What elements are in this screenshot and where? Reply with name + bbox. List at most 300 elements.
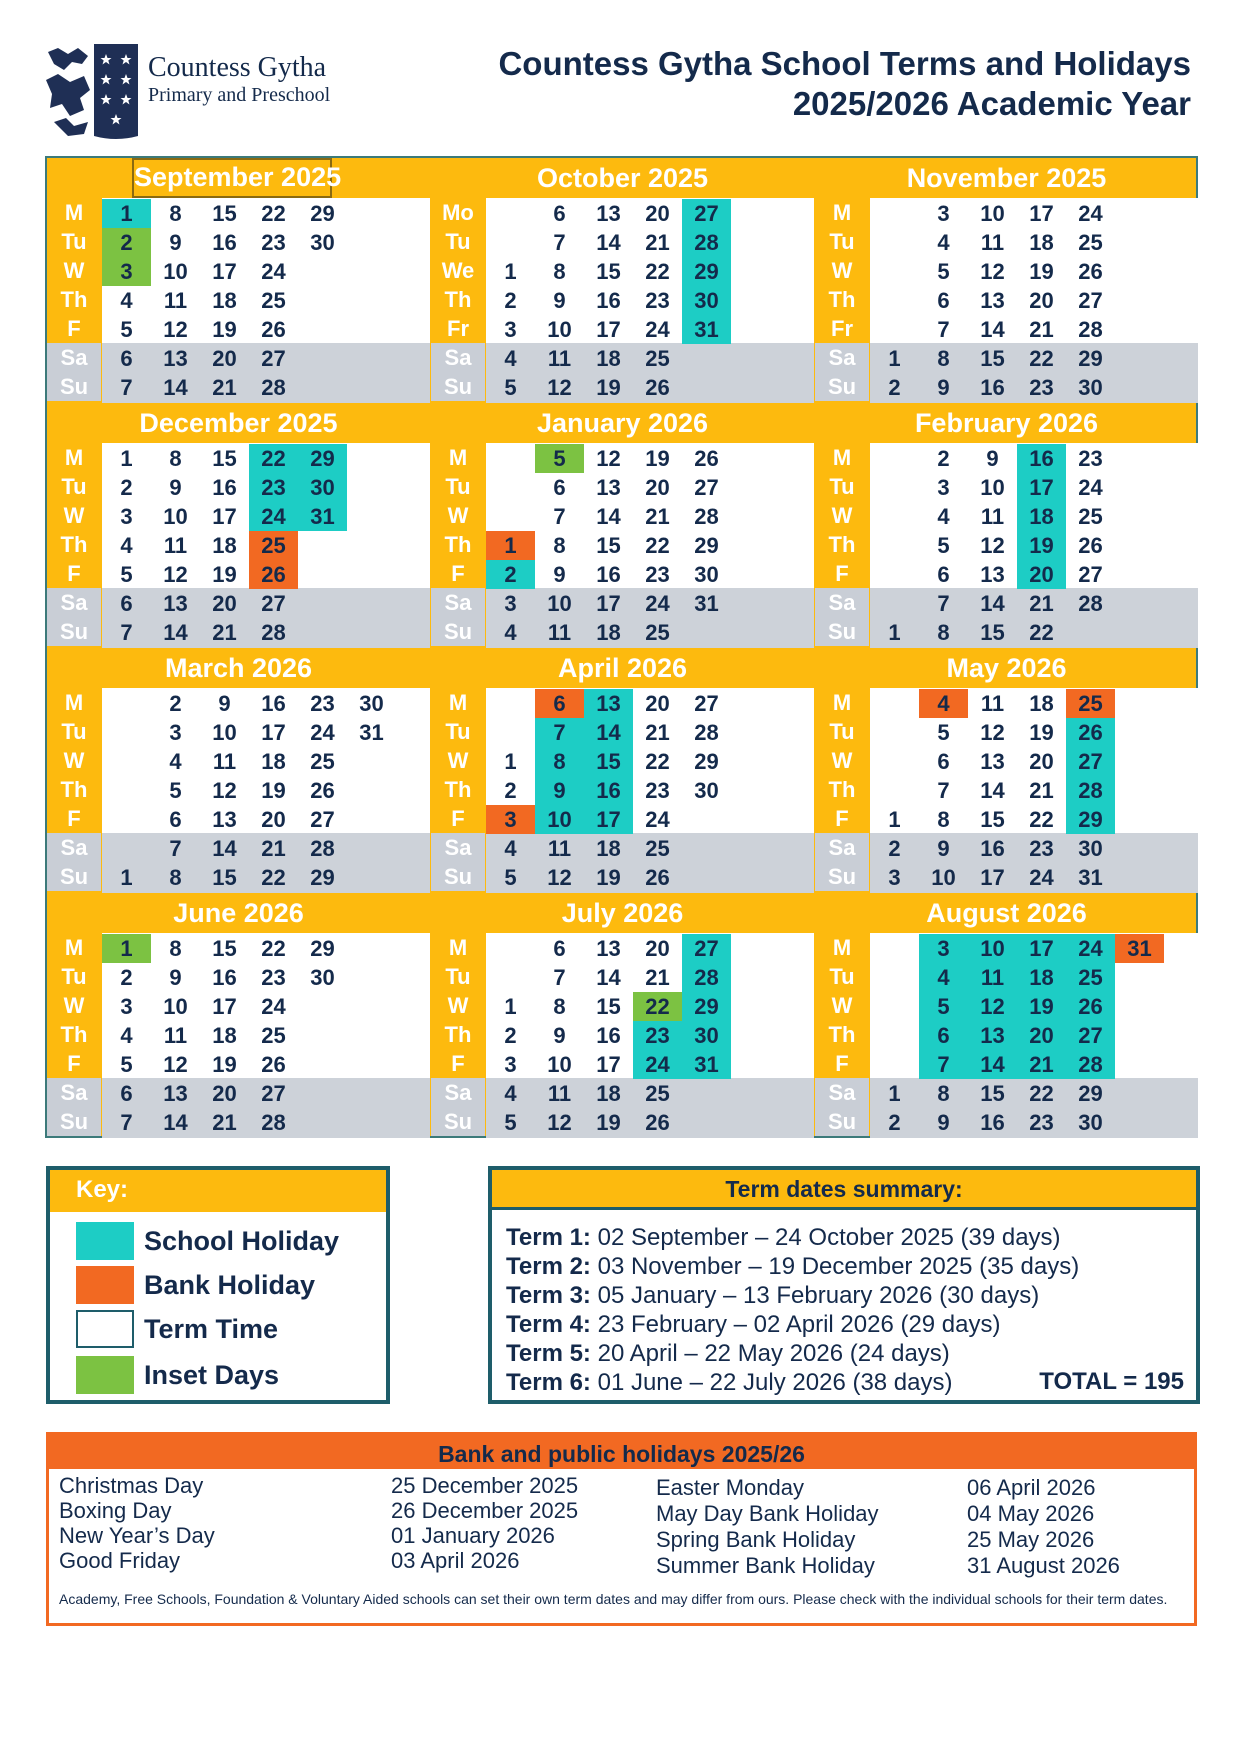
day-cell: 14: [212, 836, 237, 861]
bank-holiday-date: 01 January 2026: [391, 1523, 555, 1548]
weekday-label: Tu: [445, 229, 471, 254]
day-cell: 12: [547, 375, 572, 400]
term-dates: 01 June – 22 July 2026 (38 days): [597, 1369, 953, 1396]
day-cell: 4: [120, 533, 133, 558]
month-title: August 2026: [926, 898, 1087, 928]
day-cell: 26: [249, 560, 298, 589]
day-cell: 19: [645, 446, 670, 471]
day-cell: 28: [310, 836, 335, 861]
bank-holiday-name: May Day Bank Holiday: [656, 1501, 879, 1526]
day-cell: 5: [919, 992, 968, 1021]
day-cell: 9: [535, 776, 584, 805]
day-cell: 13: [212, 807, 237, 832]
day-cell: 16: [596, 1023, 621, 1048]
day-cell: 8: [937, 346, 950, 371]
day-cell: 26: [645, 375, 670, 400]
day-cell: 19: [212, 562, 237, 587]
day-cell: 7: [120, 375, 133, 400]
day-cell: 6: [919, 1021, 968, 1050]
day-cell: 4: [919, 689, 968, 718]
day-cell: 29: [298, 444, 347, 473]
title-line-1: Countess Gytha School Terms and Holidays: [498, 45, 1191, 82]
day-cell: 21: [645, 965, 670, 990]
month-title: April 2026: [557, 653, 688, 683]
day-cell: 21: [212, 375, 237, 400]
day-cell: 22: [261, 936, 286, 961]
term-time-swatch: [76, 1310, 134, 1348]
day-cell: 17: [212, 994, 237, 1019]
day-cell: 25: [1066, 689, 1115, 718]
day-cell: 16: [980, 375, 1005, 400]
day-cell: 11: [163, 533, 188, 558]
day-cell: 20: [1029, 288, 1054, 313]
key-label: School Holiday: [144, 1226, 340, 1256]
weekday-label: W: [63, 993, 85, 1018]
bank-holiday-date: 06 April 2026: [967, 1475, 1096, 1500]
day-cell: 7: [553, 504, 566, 529]
day-cell: 23: [1029, 375, 1054, 400]
bank-holiday-name: Summer Bank Holiday: [656, 1553, 875, 1578]
day-cell: 14: [980, 591, 1005, 616]
day-cell: 21: [645, 504, 670, 529]
day-cell: 19: [1029, 720, 1054, 745]
day-cell: 31: [1115, 934, 1164, 963]
day-cell: 16: [1017, 444, 1066, 473]
day-cell: 6: [553, 475, 566, 500]
day-cell: 22: [249, 444, 298, 473]
day-cell: 26: [1078, 259, 1103, 284]
day-cell: 14: [980, 317, 1005, 342]
day-cell: 25: [1078, 504, 1103, 529]
weekday-label: Th: [60, 1022, 88, 1047]
day-cell: 9: [218, 691, 231, 716]
day-cell: 23: [261, 965, 286, 990]
weekday-label: Su: [815, 862, 869, 891]
key-header: [50, 1170, 386, 1212]
weekday-label: Sa: [815, 1078, 869, 1107]
day-cell: 30: [682, 1021, 731, 1050]
weekday-label: Sa: [431, 343, 485, 372]
day-cell: 17: [980, 865, 1005, 890]
day-cell: 27: [261, 1081, 286, 1106]
day-cell: 22: [1029, 620, 1054, 645]
day-cell: 26: [1066, 992, 1115, 1021]
day-cell: 6: [553, 201, 566, 226]
day-cell: 11: [968, 963, 1017, 992]
day-cell: 31: [694, 591, 719, 616]
day-cell: 23: [249, 473, 298, 502]
weekday-label: W: [447, 503, 469, 528]
day-cell: 16: [980, 1110, 1005, 1135]
day-cell: 23: [645, 562, 670, 587]
day-cell: 23: [310, 691, 335, 716]
day-cell: 6: [120, 591, 133, 616]
month-june-2026: [47, 893, 430, 1138]
day-cell: 16: [584, 776, 633, 805]
weekday-label: Sa: [47, 1078, 101, 1107]
day-cell: 24: [261, 994, 286, 1019]
day-cell: 4: [120, 288, 133, 313]
day-cell: 28: [261, 620, 286, 645]
day-cell: 21: [1029, 591, 1054, 616]
weekday-label: M: [64, 445, 84, 470]
day-cell: 9: [553, 288, 566, 313]
day-cell: 2: [169, 691, 182, 716]
weekday-label: Tu: [61, 474, 87, 499]
day-cell: 31: [682, 315, 731, 344]
month-title: March 2026: [164, 653, 313, 683]
day-cell: 17: [596, 1052, 621, 1077]
weekday-label: W: [447, 748, 469, 773]
weekday-label: Sa: [431, 833, 485, 862]
weekday-label: Su: [47, 862, 101, 891]
day-cell: 14: [163, 620, 188, 645]
weekday-label: Th: [444, 777, 472, 802]
day-cell: 6: [553, 936, 566, 961]
day-cell: 1: [504, 994, 517, 1019]
weekday-label: Th: [828, 532, 856, 557]
month-title: September 2025: [132, 158, 332, 198]
weekday-label: Fr: [831, 316, 853, 341]
day-cell: 30: [1078, 375, 1103, 400]
day-cell: 14: [163, 375, 188, 400]
day-cell: 1: [888, 1081, 901, 1106]
term-name: Term 3:: [506, 1282, 591, 1309]
day-cell: 7: [120, 620, 133, 645]
bank-holiday-name: Easter Monday: [656, 1475, 804, 1500]
day-cell: 10: [212, 720, 237, 745]
day-cell: 7: [535, 718, 584, 747]
day-cell: 10: [547, 317, 572, 342]
weekday-label: Tu: [61, 719, 87, 744]
weekday-label: Su: [815, 372, 869, 401]
day-cell: 8: [169, 865, 182, 890]
day-cell: 11: [547, 620, 572, 645]
day-cell: 29: [682, 257, 731, 286]
term-total: TOTAL = 195: [1039, 1368, 1184, 1395]
day-cell: 2: [504, 778, 517, 803]
day-cell: 22: [261, 865, 286, 890]
day-cell: 27: [1066, 1021, 1115, 1050]
day-cell: 26: [1078, 533, 1103, 558]
month-days-grid: [870, 688, 1198, 893]
day-cell: 24: [1078, 201, 1103, 226]
day-cell: 18: [212, 533, 237, 558]
inset-day-swatch: [76, 1356, 134, 1394]
weekday-label: F: [67, 1051, 81, 1076]
day-cell: 22: [645, 259, 670, 284]
day-cell: 20: [212, 1081, 237, 1106]
bank-holidays-title: Bank and public holidays 2025/26: [49, 1435, 1194, 1469]
day-cell: 29: [1066, 805, 1115, 834]
day-cell: 25: [310, 749, 335, 774]
logo-subtitle: Primary and Preschool: [148, 84, 331, 106]
weekday-label: Tu: [445, 964, 471, 989]
day-cell: 3: [888, 865, 901, 890]
day-cell: 19: [596, 865, 621, 890]
weekday-label: Sa: [815, 833, 869, 862]
term-row: [506, 1282, 1039, 1310]
day-cell: 16: [212, 475, 237, 500]
school-holiday-swatch: [76, 1222, 134, 1260]
day-cell: 10: [547, 1052, 572, 1077]
day-cell: 27: [694, 691, 719, 716]
day-cell: 2: [937, 446, 950, 471]
weekday-label: Su: [431, 372, 485, 401]
key-box: [46, 1166, 390, 1404]
day-cell: 7: [937, 317, 950, 342]
day-cell: 21: [212, 1110, 237, 1135]
day-cell: 21: [645, 230, 670, 255]
day-cell: 28: [1078, 591, 1103, 616]
day-cell: 12: [980, 533, 1005, 558]
day-cell: 15: [980, 620, 1005, 645]
day-cell: 9: [169, 475, 182, 500]
day-cell: 3: [486, 805, 535, 834]
day-cell: 23: [1078, 446, 1103, 471]
day-cell: 22: [633, 992, 682, 1021]
day-cell: 29: [682, 992, 731, 1021]
day-cell: 23: [261, 230, 286, 255]
day-cell: 6: [120, 1081, 133, 1106]
day-cell: 15: [596, 533, 621, 558]
day-cell: 28: [694, 720, 719, 745]
term-dates: 02 September – 24 October 2025 (39 days): [597, 1224, 1061, 1251]
day-cell: 3: [120, 504, 133, 529]
day-cell: 31: [1078, 865, 1103, 890]
day-cell: 12: [968, 992, 1017, 1021]
weekday-label: Su: [47, 372, 101, 401]
day-cell: 25: [645, 620, 670, 645]
weekday-label: Sa: [431, 1078, 485, 1107]
bank-holiday-date: 04 May 2026: [967, 1501, 1095, 1526]
bank-holiday-name: New Year’s Day: [59, 1523, 215, 1548]
weekday-label: Th: [828, 777, 856, 802]
bank-holiday-name: Good Friday: [59, 1548, 181, 1573]
day-cell: 26: [310, 778, 335, 803]
day-cell: 17: [1017, 934, 1066, 963]
day-cell: 15: [212, 446, 237, 471]
month-days-grid: [102, 688, 430, 893]
day-cell: 7: [120, 1110, 133, 1135]
day-cell: 30: [359, 691, 384, 716]
day-cell: 27: [694, 475, 719, 500]
month-october-2025: [431, 158, 814, 403]
weekday-label: F: [835, 1051, 849, 1076]
day-cell: 15: [584, 747, 633, 776]
day-cell: 21: [212, 620, 237, 645]
day-cell: 12: [163, 317, 188, 342]
day-cell: 28: [261, 1110, 286, 1135]
page-title: [498, 44, 1191, 124]
day-cell: 4: [504, 1081, 517, 1106]
day-cell: 12: [212, 778, 237, 803]
key-label: Term Time: [144, 1314, 279, 1344]
day-cell: 21: [645, 720, 670, 745]
day-cell: 19: [596, 375, 621, 400]
weekday-label: Sa: [815, 343, 869, 372]
day-cell: 5: [120, 562, 133, 587]
day-cell: 30: [694, 562, 719, 587]
term-name: Term 1:: [506, 1224, 591, 1251]
day-cell: 5: [937, 259, 950, 284]
weekday-label: Su: [431, 1107, 485, 1136]
day-cell: 9: [986, 446, 999, 471]
weekday-label: M: [832, 690, 852, 715]
day-cell: 13: [163, 591, 188, 616]
day-cell: 25: [645, 346, 670, 371]
day-cell: 22: [261, 201, 286, 226]
weekday-label: F: [835, 561, 849, 586]
day-cell: 19: [1017, 531, 1066, 560]
day-cell: 28: [1066, 1050, 1115, 1079]
day-cell: 1: [102, 199, 151, 228]
day-cell: 16: [596, 562, 621, 587]
day-cell: 29: [1078, 346, 1103, 371]
weekday-label: Su: [815, 617, 869, 646]
day-cell: 20: [261, 807, 286, 832]
day-cell: 30: [310, 965, 335, 990]
day-cell: 24: [645, 807, 670, 832]
day-cell: 17: [212, 504, 237, 529]
day-cell: 13: [584, 689, 633, 718]
day-cell: 5: [937, 720, 950, 745]
day-cell: 13: [163, 1081, 188, 1106]
weekday-label: Th: [828, 1022, 856, 1047]
title-line-2: 2025/2026 Academic Year: [792, 85, 1191, 122]
day-cell: 25: [1066, 963, 1115, 992]
day-cell: 20: [212, 346, 237, 371]
day-cell: 9: [169, 965, 182, 990]
day-cell: 27: [682, 934, 731, 963]
day-cell: 9: [937, 1110, 950, 1135]
day-cell: 1: [102, 934, 151, 963]
day-cell: 5: [120, 317, 133, 342]
weekday-label: W: [831, 993, 853, 1018]
day-cell: 10: [535, 805, 584, 834]
weekday-label: M: [832, 200, 852, 225]
day-cell: 17: [1017, 473, 1066, 502]
day-cell: 14: [596, 230, 621, 255]
weekday-label: M: [64, 935, 84, 960]
weekday-label: Tu: [61, 229, 87, 254]
day-cell: 21: [1029, 317, 1054, 342]
day-cell: 1: [888, 807, 901, 832]
month-february-2026: [815, 403, 1198, 648]
day-cell: 26: [1066, 718, 1115, 747]
month-title: July 2026: [561, 898, 684, 928]
day-cell: 8: [937, 1081, 950, 1106]
day-cell: 2: [888, 375, 901, 400]
day-cell: 31: [298, 502, 347, 531]
weekday-label: Th: [60, 287, 88, 312]
day-cell: 10: [163, 994, 188, 1019]
day-cell: 9: [169, 230, 182, 255]
month-days-grid: [870, 933, 1198, 1138]
day-cell: 3: [937, 475, 950, 500]
weekday-label: Sa: [47, 343, 101, 372]
day-cell: 18: [212, 288, 237, 313]
day-cell: 7: [919, 1050, 968, 1079]
day-cell: 4: [504, 620, 517, 645]
day-cell: 1: [120, 865, 133, 890]
weekday-label: W: [831, 503, 853, 528]
term-name: Term 4:: [506, 1311, 591, 1338]
day-cell: 17: [261, 720, 286, 745]
day-cell: 19: [261, 778, 286, 803]
day-cell: 24: [310, 720, 335, 745]
day-cell: 13: [163, 346, 188, 371]
day-cell: 28: [682, 228, 731, 257]
weekday-label: Th: [444, 287, 472, 312]
day-cell: 1: [888, 346, 901, 371]
weekday-label: Fr: [447, 316, 469, 341]
day-cell: 2: [504, 1023, 517, 1048]
weekday-label: Th: [60, 532, 88, 557]
day-cell: 13: [980, 562, 1005, 587]
day-cell: 26: [694, 446, 719, 471]
term-summary-title: Term dates summary:: [492, 1170, 1196, 1210]
day-cell: 28: [1078, 317, 1103, 342]
day-cell: 27: [682, 199, 731, 228]
weekday-label: M: [64, 200, 84, 225]
weekday-label: Su: [815, 1107, 869, 1136]
day-cell: 1: [486, 531, 535, 560]
day-cell: 26: [645, 865, 670, 890]
bank-holiday-date: 26 December 2025: [391, 1498, 579, 1523]
day-cell: 11: [980, 504, 1005, 529]
day-cell: 26: [645, 1110, 670, 1135]
day-cell: 18: [596, 836, 621, 861]
day-cell: 8: [535, 747, 584, 776]
term-dates: 20 April – 22 May 2026 (24 days): [597, 1340, 950, 1367]
weekday-label: M: [64, 690, 84, 715]
day-cell: 29: [310, 201, 335, 226]
day-cell: 15: [596, 994, 621, 1019]
term-summary-box: [488, 1166, 1200, 1404]
day-cell: 8: [553, 533, 566, 558]
lion-crest-icon: [44, 42, 144, 142]
weekday-label: Th: [444, 532, 472, 557]
bank-holiday-name: Spring Bank Holiday: [656, 1527, 856, 1552]
month-title: October 2025: [536, 163, 709, 193]
weekday-label: W: [63, 503, 85, 528]
day-cell: 5: [937, 533, 950, 558]
month-days-grid: [870, 198, 1198, 403]
term-row: [506, 1340, 950, 1368]
day-cell: 7: [937, 778, 950, 803]
day-cell: 18: [596, 346, 621, 371]
day-cell: 18: [212, 1023, 237, 1048]
day-cell: 4: [504, 836, 517, 861]
day-cell: 18: [1017, 502, 1066, 531]
month-title: November 2025: [906, 163, 1107, 193]
weekday-label: Sa: [815, 588, 869, 617]
bank-holidays-note: Academy, Free Schools, Foundation & Voluntary Aided schools can set their own term dates and may differ from ours. Please check with the individual schools for their term dates.: [59, 1591, 1168, 1607]
weekday-label: W: [63, 748, 85, 773]
day-cell: 7: [553, 965, 566, 990]
day-cell: 16: [980, 836, 1005, 861]
day-cell: 2: [120, 965, 133, 990]
day-cell: 27: [1078, 562, 1103, 587]
day-cell: 10: [163, 504, 188, 529]
day-cell: 22: [1029, 807, 1054, 832]
day-cell: 30: [310, 230, 335, 255]
term-dates: 05 January – 13 February 2026 (30 days): [597, 1282, 1040, 1309]
bank-holiday-date: 25 May 2026: [967, 1527, 1095, 1552]
day-cell: 3: [120, 994, 133, 1019]
day-cell: 11: [980, 691, 1005, 716]
